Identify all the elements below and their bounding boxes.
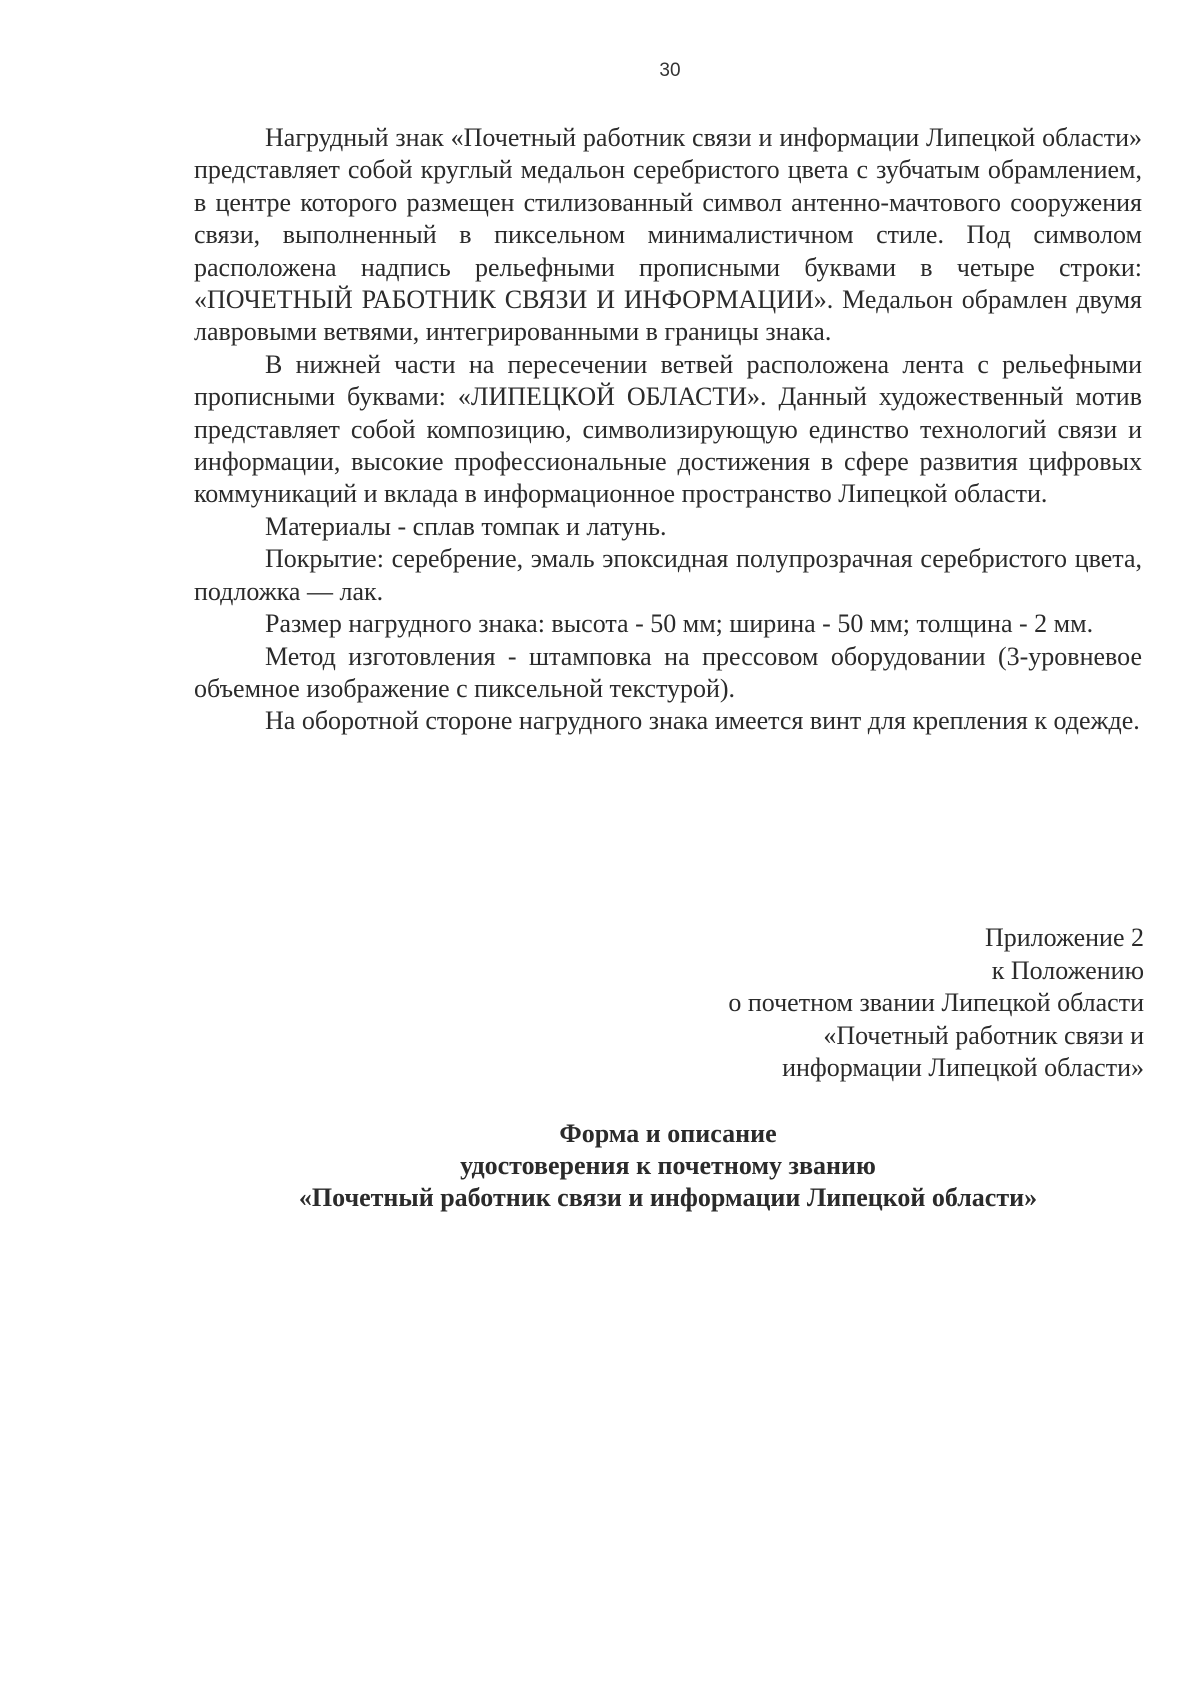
- appendix-line: Приложение 2: [984, 923, 1144, 952]
- paragraph: В нижней части на пересечении ветвей расположена лента с рельефными прописными буквами: «ЛИПЕЦКОЙ ОБЛАСТИ». Данный художественный мотив представляет собой композицию, символизирующую единство технологий связи и информации, высокие профессиональные достижения в сфере развития цифровых коммуникаций и вклада в информационное пространство Липецкой области.: [194, 349, 1142, 509]
- paragraph: Материалы - сплав томпак и латунь.: [265, 511, 667, 541]
- form-title-line: Форма и описание: [559, 1119, 777, 1148]
- paragraph: Нагрудный знак «Почетный работник связи и информации Липецкой области» представляет собой круглый медальон серебристого цвета с зубчатым обрамлением, в центре которого размещен стилизованный символ антенно-мачтового сооружения связи, выполненный в пиксельном минималистичном стиле. Под символом расположена надпись рельефными прописными буквами в четыре строки: «ПОЧЕТНЫЙ РАБОТНИК СВЯЗИ И ИНФОРМАЦИИ». Медальон обрамлен двумя лавровыми ветвями, интегрированными в границы знака.: [194, 123, 1142, 347]
- paragraph: На оборотной стороне нагрудного знака имеется винт для крепления к одежде.: [265, 706, 1140, 736]
- appendix-line: о почетном звании Липецкой области: [728, 988, 1144, 1017]
- form-title: [194, 1118, 1142, 1214]
- paragraph: Размер нагрудного знака: высота - 50 мм; ширина - 50 мм; толщина - 2 мм.: [265, 609, 1094, 639]
- paragraph: Покрытие: серебрение, эмаль эпоксидная полупрозрачная серебристого цвета, подложка — лак.: [194, 544, 1142, 606]
- appendix-header: [624, 922, 1144, 1085]
- form-title-line: «Почетный работник связи и информации Липецкой области»: [298, 1183, 1038, 1212]
- appendix-line: «Почетный работник связи и: [823, 1020, 1144, 1050]
- appendix-line: к Положению: [991, 955, 1144, 985]
- page-number: 30: [659, 60, 681, 81]
- appendix-line: информации Липецкой области»: [782, 1053, 1144, 1082]
- badge-description: [194, 122, 1142, 738]
- form-title-line: удостоверения к почетному званию: [460, 1151, 876, 1180]
- paragraph: Метод изготовления - штамповка на прессовом оборудовании (3-уровневое объемное изображение с пиксельной текстурой).: [194, 641, 1142, 703]
